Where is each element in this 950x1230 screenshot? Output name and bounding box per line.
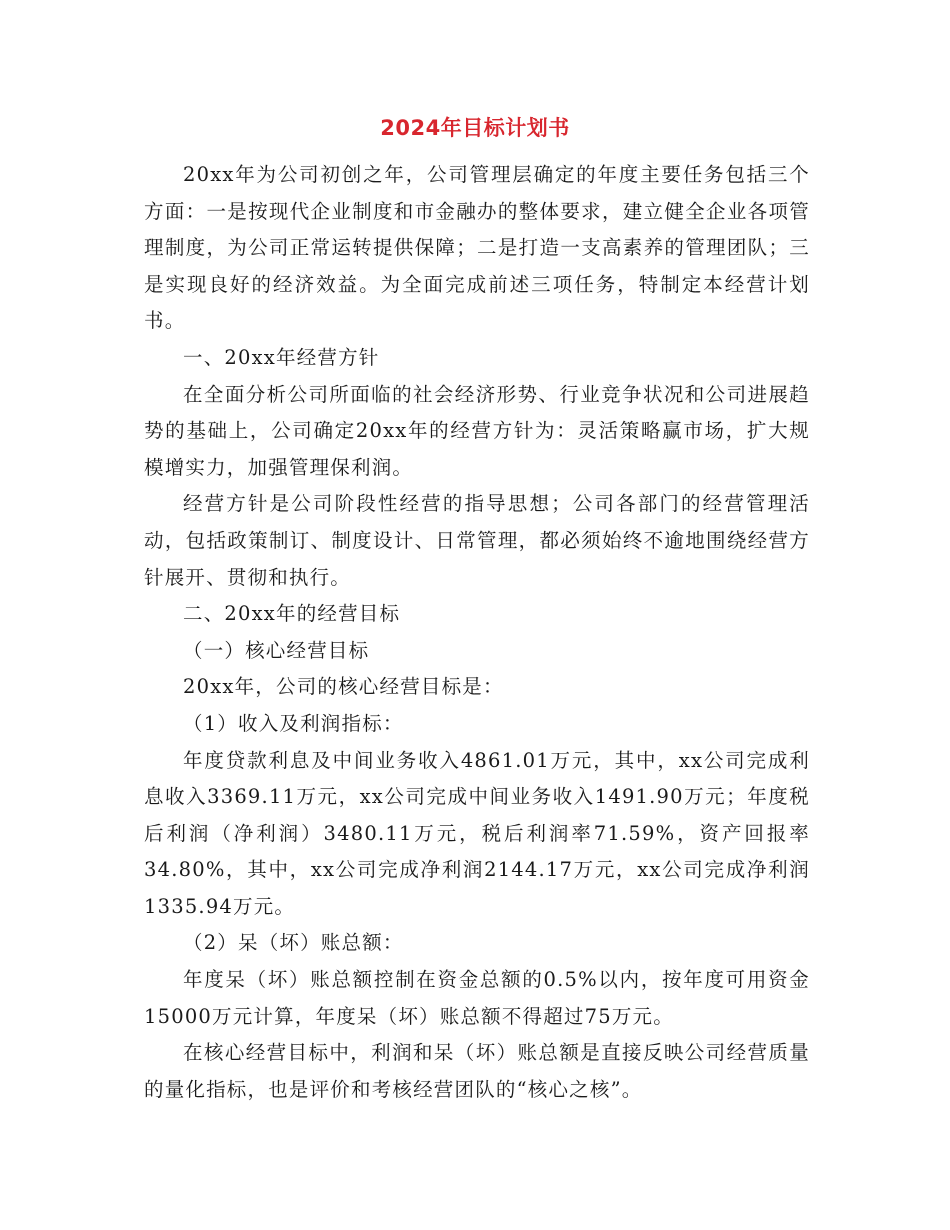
policy-guidance-paragraph: 经营方针是公司阶段性经营的指导思想；公司各部门的经营管理活动，包括政策制订、制度设计、日常管理，都必须始终不逾地围绕经营方针展开、贯彻和执行。 (144, 492, 810, 589)
intro-paragraph: 20xx年为公司初创之年，公司管理层确定的年度主要任务包括三个方面：一是按现代企业制度和市金融办的整体要求，建立健全企业各项管理制度，为公司正常运转提供保障；二是打造一支高素养的管理团队；三是实现良好的经济效益。为全面完成前述三项任务，特制定本经营计划书。 (144, 163, 810, 333)
policy-paragraph: 在全面分析公司所面临的社会经济形势、行业竞争状况和公司进展趋势的基础上，公司确定20xx年的经营方针为：灵活策略赢市场，扩大规模增实力，加强管理保利润。 (144, 382, 810, 479)
section-heading-goals: 二、20xx年的经营目标 (183, 602, 401, 626)
subsection-heading-core-goals: （一）核心经营目标 (183, 638, 370, 662)
item-heading-revenue-profit: （1）收入及利润指标： (183, 711, 404, 735)
core-of-core-paragraph: 在核心经营目标中，利润和呆（坏）账总额是直接反映公司经营质量的量化指标，也是评价和考核经营团队的“核心之核”。 (144, 1041, 810, 1101)
bad-debt-paragraph: 年度呆（坏）账总额控制在资金总额的0.5%以内，按年度可用资金15000万元计算，年度呆（坏）账总额不得超过75万元。 (144, 968, 810, 1028)
core-goals-intro: 20xx年，公司的核心经营目标是： (183, 675, 504, 699)
document-body (144, 157, 810, 1108)
document-title: 2024年目标计划书 (380, 116, 570, 140)
revenue-profit-paragraph: 年度贷款利息及中间业务收入4861.01万元，其中，xx公司完成利息收入3369.11万元，xx公司完成中间业务收入1491.90万元；年度税后利润（净利润）3480.11万元，税后利润率71.59%，资产回报率34.80%，其中，xx公司完成净利润2144.17万元，xx公司完成净利润1335.94万元。 (144, 748, 810, 918)
section-heading-policy: 一、20xx年经营方针 (183, 345, 380, 369)
item-heading-bad-debt: （2）呆（坏）账总额： (183, 931, 404, 955)
